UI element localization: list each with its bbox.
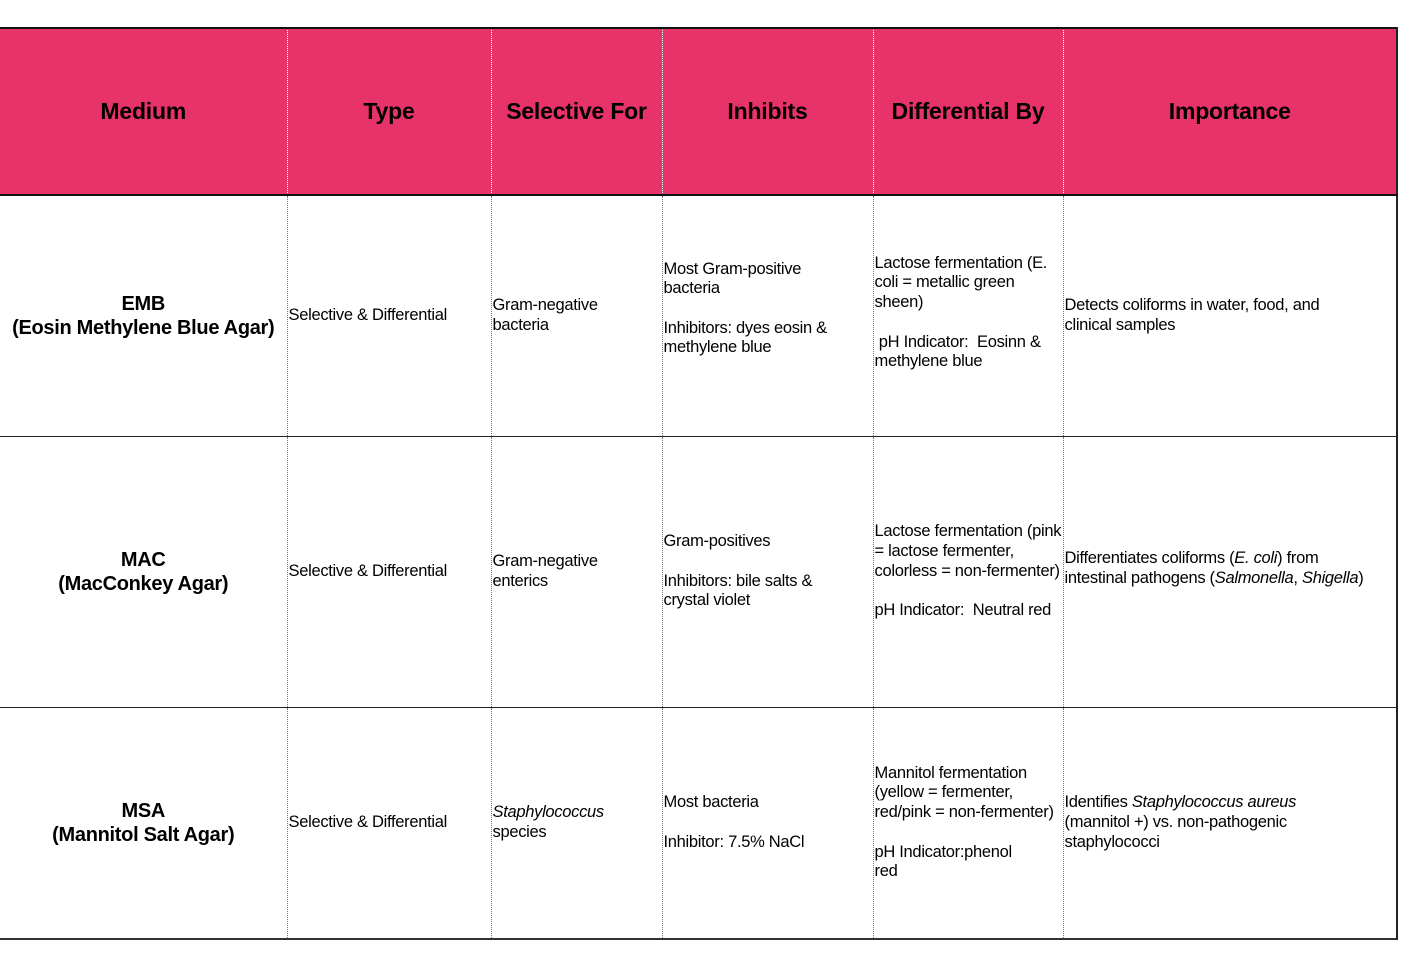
- selective-for-line: bacteria: [492, 315, 549, 334]
- inhibits-target: Most bacteria: [663, 793, 759, 812]
- differential-fermentation: Mannitol fermentation (yellow = fermenter, red/pink = non-fermenter): [874, 763, 1054, 821]
- cell-differential-by: [873, 436, 1063, 707]
- medium-abbr: EMB: [121, 292, 166, 315]
- cell-inhibits: [662, 436, 873, 707]
- cell-type: Selective & Differential: [287, 436, 491, 707]
- column-header-selective-for: Selective For: [491, 28, 662, 195]
- cell-medium: [0, 195, 287, 436]
- importance-text: ) from intestinal pathogens (: [1064, 548, 1319, 587]
- importance-text: ,: [1293, 568, 1302, 587]
- importance-text: Differentiates coliforms (: [1064, 548, 1235, 567]
- column-header-medium: Medium: [0, 28, 287, 195]
- cell-differential-by: [873, 195, 1063, 436]
- table-row-emb: [0, 195, 1397, 436]
- column-header-differential-by: Differential By: [873, 28, 1063, 195]
- cell-selective-for: [491, 195, 662, 436]
- inhibits-target: Gram-positives: [663, 532, 771, 551]
- cell-importance: [1063, 195, 1397, 436]
- cell-type: Selective & Differential: [287, 707, 491, 939]
- organism-name: Staphylococcus aureus: [1131, 793, 1297, 812]
- column-header-inhibits: Inhibits: [662, 28, 873, 195]
- medium-name: (Eosin Methylene Blue Agar): [12, 316, 275, 339]
- differential-ph-indicator: pH Indicator:phenol red: [874, 842, 1012, 881]
- differential-ph-indicator: pH Indicator: Eosinn & methylene blue: [874, 332, 1045, 371]
- importance-text: Detects coliforms in water, food, and clinical samples: [1064, 296, 1320, 334]
- selective-for-line: enterics: [492, 571, 548, 590]
- organism-name: Shigella: [1301, 568, 1359, 587]
- inhibits-inhibitors: Inhibitor: 7.5% NaCl: [663, 832, 805, 851]
- importance-text: ): [1358, 568, 1364, 587]
- organism-name: Salmonella: [1214, 568, 1294, 587]
- cell-inhibits: [662, 195, 873, 436]
- inhibits-inhibitors: Inhibitors: dyes eosin & methylene blue: [663, 318, 827, 357]
- cell-inhibits: [662, 707, 873, 939]
- column-header-importance: Importance: [1063, 28, 1397, 195]
- selective-for-line: species: [492, 822, 547, 841]
- table-row-mac: [0, 436, 1397, 707]
- column-header-type: Type: [287, 28, 491, 195]
- cell-importance: [1063, 707, 1397, 939]
- table-row-msa: [0, 707, 1397, 939]
- cell-differential-by: [873, 707, 1063, 939]
- differential-fermentation: Lactose fermentation (E. coli = metallic green sheen): [874, 253, 1048, 311]
- selective-for-line: Gram-negative: [492, 551, 598, 570]
- cell-type: Selective & Differential: [287, 195, 491, 436]
- medium-name: (MacConkey Agar): [58, 572, 229, 595]
- importance-text: (mannitol +) vs. non-pathogenic staphylococci: [1064, 812, 1287, 851]
- medium-abbr: MSA: [121, 799, 166, 822]
- organism-name: E. coli: [1234, 548, 1278, 567]
- cell-selective-for: [491, 436, 662, 707]
- selective-for-organism: Staphylococcus: [492, 803, 604, 822]
- selective-for-line: Gram-negative: [492, 296, 598, 315]
- header-row: [0, 28, 1397, 195]
- cell-medium: [0, 707, 287, 939]
- cell-medium: [0, 436, 287, 707]
- inhibits-inhibitors: Inhibitors: bile salts & crystal violet: [663, 571, 813, 610]
- cell-selective-for: [491, 707, 662, 939]
- inhibits-target: Most Gram-positive bacteria: [663, 259, 802, 298]
- cell-importance: [1063, 436, 1397, 707]
- importance-text: Identifies: [1064, 793, 1132, 812]
- medium-name: (Mannitol Salt Agar): [52, 823, 235, 846]
- differential-fermentation: Lactose fermentation (pink = lactose fermenter, colorless = non-fermenter): [874, 522, 1062, 580]
- medium-abbr: MAC: [120, 548, 166, 571]
- differential-ph-indicator: pH Indicator: Neutral red: [874, 601, 1052, 620]
- culture-media-table: [0, 27, 1398, 940]
